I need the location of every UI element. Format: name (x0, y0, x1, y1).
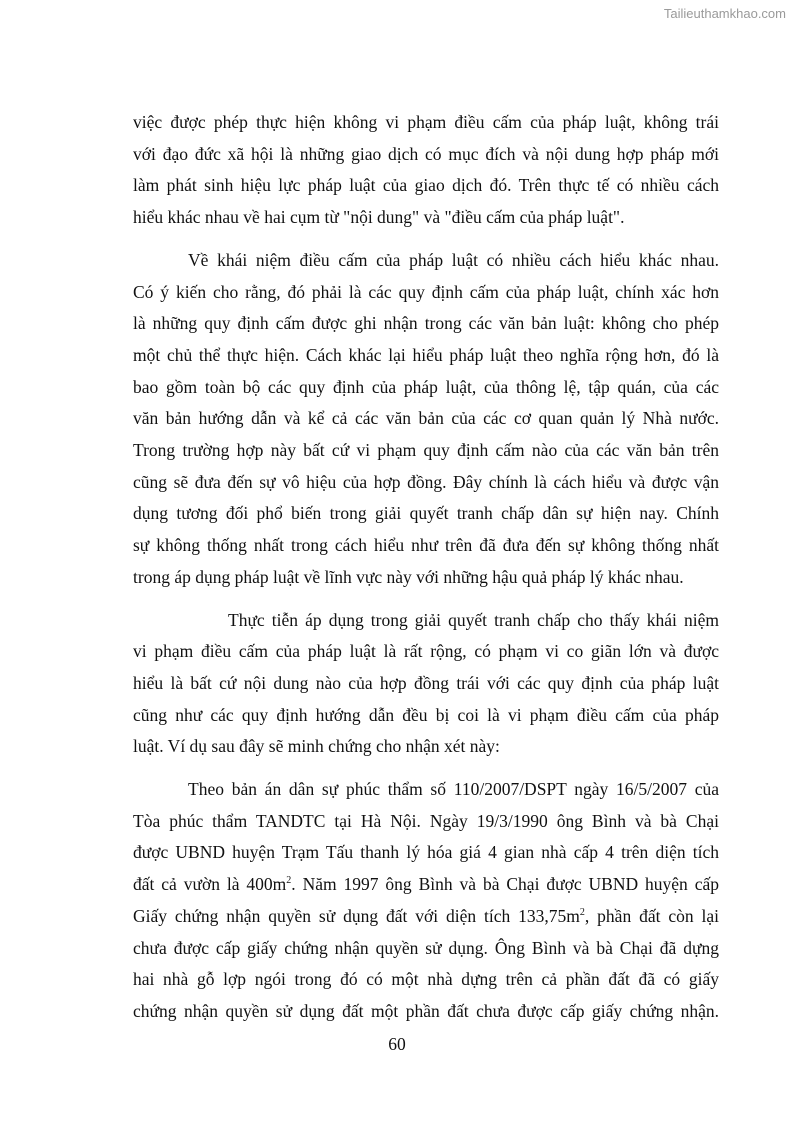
text-line: làm phát sinh hiệu lực pháp luật của giao dịch đó. Trên thực tế có nhiều cách (133, 175, 719, 196)
text-line-with-superscript (133, 901, 719, 933)
text-line: Theo bản án dân sự phúc thẩm số 110/2007/DSPT ngày 16/5/2007 của (188, 779, 719, 800)
paragraph-3 (133, 605, 719, 764)
text-line: chưa được cấp giấy chứng nhận quyền sử dụng. Ông Bình và bà Chại đã dựng (133, 937, 719, 958)
text-line: bao gồm toàn bộ các quy định của pháp luật, của thông lệ, tập quán, của các (133, 376, 719, 397)
paragraph-1 (133, 107, 719, 234)
text-line: dụng tương đối phổ biến trong giải quyết tranh chấp dân sự hiện nay. Chính (133, 503, 719, 524)
text-line: luật. Ví dụ sau đây sẽ minh chứng cho nhận xét này: (133, 736, 500, 757)
text-line: một chủ thể thực hiện. Cách khác lại hiểu pháp luật theo nghĩa rộng hơn, đó là (133, 344, 719, 365)
text-line: cũng như các quy định hướng dẫn đều bị coi là vi phạm điều cấm của pháp (133, 704, 719, 725)
text-line: với đạo đức xã hội là những giao dịch có mục đích và nội dung hợp pháp mới (133, 143, 719, 164)
text-line-with-superscript (133, 869, 719, 901)
paragraph-4 (133, 774, 719, 1028)
paragraph-2 (133, 245, 719, 594)
text-line: được UBND huyện Trạm Tấu thanh lý hóa giá 4 gian nhà cấp 4 trên diện tích (133, 842, 719, 863)
text-line: cũng sẽ đưa đến sự vô hiệu của hợp đồng. Đây chính là cách hiểu và được vận (133, 471, 719, 492)
text-line: vi phạm điều cấm của pháp luật là rất rộng, có phạm vi co giãn lớn và được (133, 641, 719, 662)
text-line: Có ý kiến cho rằng, đó phải là các quy định cấm của pháp luật, chính xác hơn (133, 281, 719, 302)
text-line: trong áp dụng pháp luật về lĩnh vực này với những hậu quả pháp lý khác nhau. (133, 566, 684, 587)
text-line: sự không thống nhất trong cách hiểu như trên đã đưa đến sự không thống nhất (133, 535, 719, 556)
text-line: chứng nhận quyền sử dụng đất một phần đất chưa được cấp giấy chứng nhận. (133, 1000, 719, 1021)
text-segment: đất cả vườn là 400m (133, 874, 287, 895)
text-line: hiểu khác nhau về hai cụm từ "nội dung" và "điều cấm của pháp luật". (133, 207, 625, 228)
text-line: Trong trường hợp này bất cứ vi phạm quy định cấm nào của các văn bản trên (133, 440, 719, 461)
text-line: Về khái niệm điều cấm của pháp luật có nhiều cách hiểu khác nhau. (188, 249, 719, 270)
text-segment: Giấy chứng nhận quyền sử dụng đất với diện tích 133,75m (133, 905, 580, 926)
text-segment: . Năm 1997 ông Bình và bà Chại được UBND huyện cấp (291, 874, 719, 895)
text-line: văn bản hướng dẫn và kể cả các văn bản của các cơ quan quản lý Nhà nước. (133, 408, 719, 429)
superscript: 2 (579, 907, 585, 919)
page-number: 60 (388, 1034, 406, 1054)
watermark: Tailieuthamkhao.com (663, 6, 786, 21)
document-body (133, 107, 719, 1039)
text-line: việc được phép thực hiện không vi phạm điều cấm của pháp luật, không trái (133, 112, 719, 132)
text-line: là những quy định cấm được ghi nhận trong các văn bản luật: không cho phép (133, 313, 719, 334)
text-line: Tòa phúc thẩm TANDTC tại Hà Nội. Ngày 19/3/1990 ông Bình và bà Chại (133, 810, 719, 831)
text-line: hiểu là bất cứ nội dung nào của hợp đồng trái với các quy định của pháp luật (133, 672, 719, 693)
text-line: Thực tiễn áp dụng trong giải quyết tranh chấp cho thấy khái niệm (228, 609, 719, 630)
text-line: hai nhà gỗ lợp ngói trong đó có một nhà dựng trên cả phần đất đã có giấy (133, 969, 719, 990)
superscript: 2 (286, 875, 292, 887)
text-segment: , phần đất còn lại (584, 905, 720, 926)
